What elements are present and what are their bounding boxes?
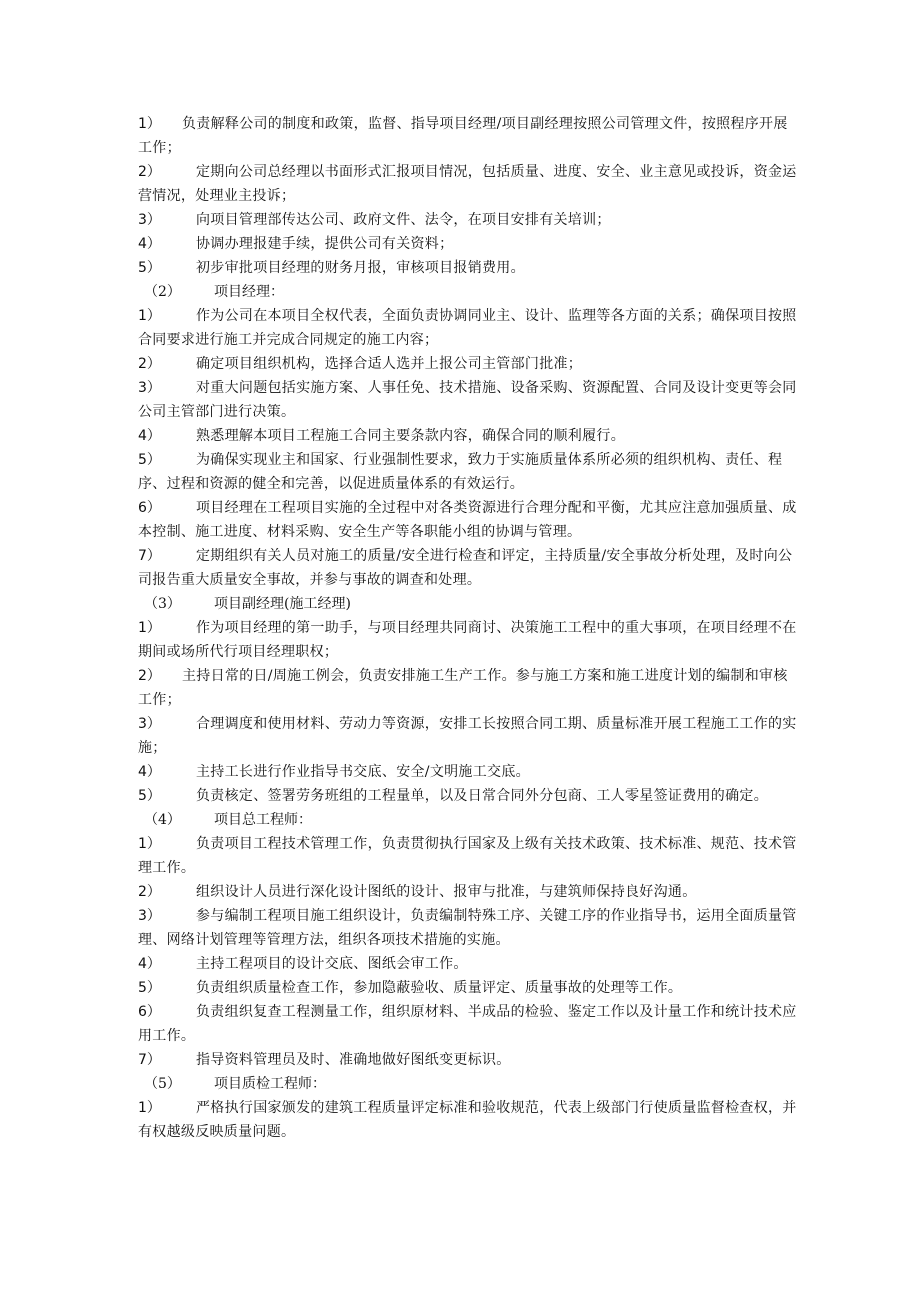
item-text: 主持工长进行作业指导书交底、安全/文明施工交底。 (196, 764, 530, 780)
item-text: 熟悉理解本项目工程施工合同主要条款内容，确保合同的顺利履行。 (196, 428, 625, 444)
item-number: 2） (138, 884, 161, 900)
item-text: 作为公司在本项目全权代表，全面负责协调同业主、设计、监理等各方面的关系；确保项目按照合同要求进行施工并完成合同规定的施工内容； (138, 308, 797, 348)
item-number: 6） (138, 1004, 161, 1020)
list-item (138, 832, 798, 880)
item-number: 1） (138, 308, 161, 324)
item-number: 4） (138, 764, 161, 780)
list-item (138, 376, 798, 424)
section-title: 项目质检工程师： (214, 1076, 326, 1092)
item-number: 2） (138, 164, 161, 180)
item-number: 7） (138, 548, 161, 564)
list-item (138, 1048, 798, 1072)
item-number: 1） (138, 1100, 161, 1116)
list-item (138, 448, 798, 496)
list-item (138, 616, 798, 664)
item-number: 1） (138, 116, 161, 132)
section-number: （5） (144, 1076, 181, 1092)
list-item (138, 304, 798, 352)
section-heading (138, 592, 798, 616)
section-heading (138, 1072, 798, 1096)
item-text: 向项目管理部传达公司、政府文件、法令，在项目安排有关培训； (196, 212, 611, 228)
section-title: 项目总工程师： (214, 812, 312, 828)
item-number: 1） (138, 836, 161, 852)
item-number: 7） (138, 1052, 161, 1068)
section-number: （2） (144, 284, 181, 300)
list-item (138, 1096, 798, 1144)
list-item (138, 1000, 798, 1048)
section-title: 项目经理： (214, 284, 284, 300)
item-number: 5） (138, 788, 161, 804)
item-number: 4） (138, 956, 161, 972)
item-number: 3） (138, 716, 161, 732)
item-number: 5） (138, 260, 161, 276)
item-text: 定期向公司总经理以书面形式汇报项目情况，包括质量、进度、安全、业主意见或投诉，资金运营情况，处理业主投诉； (138, 164, 797, 204)
item-number: 3） (138, 380, 161, 396)
item-number: 3） (138, 212, 161, 228)
item-text: 负责组织复查工程测量工作，组织原材料、半成品的检验、鉴定工作以及计量工作和统计技术应用工作。 (138, 1004, 797, 1044)
list-item (138, 760, 798, 784)
item-number: 5） (138, 980, 161, 996)
list-item (138, 976, 798, 1000)
section-heading (138, 808, 798, 832)
section-heading (138, 280, 798, 304)
item-text: 负责项目工程技术管理工作，负责贯彻执行国家及上级有关技术政策、技术标准、规范、技术管理工作。 (138, 836, 797, 876)
section-number: （4） (144, 812, 181, 828)
item-text: 负责组织质量检查工作，参加隐蔽验收、质量评定、质量事故的处理等工作。 (196, 980, 683, 996)
intro-item (138, 256, 798, 280)
intro-item (138, 160, 798, 208)
item-text: 负责解释公司的制度和政策，监督、指导项目经理/项目副经理按照公司管理文件，按照程序开展工作； (138, 116, 788, 156)
section-number: （3） (144, 596, 181, 612)
item-number: 3） (138, 908, 161, 924)
item-text: 指导资料管理员及时、准确地做好图纸变更标识。 (196, 1052, 511, 1068)
section-title: 项目副经理(施工经理) (214, 596, 351, 612)
list-item (138, 784, 798, 808)
item-text: 确定项目组织机构，选择合适人选并上报公司主管部门批准； (196, 356, 583, 372)
item-number: 4） (138, 236, 161, 252)
intro-item (138, 112, 798, 160)
item-text: 组织设计人员进行深化设计图纸的设计、报审与批准，与建筑师保持良好沟通。 (196, 884, 697, 900)
item-text: 主持工程项目的设计交底、图纸会审工作。 (196, 956, 468, 972)
list-item (138, 712, 798, 760)
list-item (138, 952, 798, 976)
item-text: 项目经理在工程项目实施的全过程中对各类资源进行合理分配和平衡，尤其应注意加强质量、成本控制、施工进度、材料采购、安全生产等各职能小组的协调与管理。 (138, 500, 797, 540)
item-text: 参与编制工程项目施工组织设计，负责编制特殊工序、关键工序的作业指导书，运用全面质量管理、网络计划管理等管理方法，组织各项技术措施的实施。 (138, 908, 797, 948)
item-number: 2） (138, 668, 161, 684)
list-item (138, 904, 798, 952)
item-text: 初步审批项目经理的财务月报，审核项目报销费用。 (196, 260, 525, 276)
item-text: 为确保实现业主和国家、行业强制性要求，致力于实施质量体系所必须的组织机构、责任、程序、过程和资源的健全和完善，以促进质量体系的有效运行。 (138, 452, 783, 492)
item-text: 合理调度和使用材料、劳动力等资源，安排工长按照合同工期、质量标准开展工程施工工作的实施； (138, 716, 797, 756)
item-text: 协调办理报建手续，提供公司有关资料； (196, 236, 454, 252)
item-text: 主持日常的日/周施工例会，负责安排施工生产工作。参与施工方案和施工进度计划的编制和审核工作； (138, 668, 788, 708)
item-number: 2） (138, 356, 161, 372)
item-number: 6） (138, 500, 161, 516)
item-text: 严格执行国家颁发的建筑工程质量评定标准和验收规范，代表上级部门行使质量监督检查权，并有权越级反映质量问题。 (138, 1100, 797, 1140)
item-text: 作为项目经理的第一助手，与项目经理共同商讨、决策施工工程中的重大事项，在项目经理不在期间或场所代行项目经理职权； (138, 620, 797, 660)
list-item (138, 880, 798, 904)
list-item (138, 496, 798, 544)
list-item (138, 424, 798, 448)
item-number: 4） (138, 428, 161, 444)
item-text: 定期组织有关人员对施工的质量/安全进行检查和评定，主持质量/安全事故分析处理，及时向公司报告重大质量安全事故，并参与事故的调查和处理。 (138, 548, 793, 588)
item-text: 对重大问题包括实施方案、人事任免、技术措施、设备采购、资源配置、合同及设计变更等会同公司主管部门进行决策。 (138, 380, 797, 420)
list-item (138, 544, 798, 592)
item-number: 5） (138, 452, 161, 468)
item-text: 负责核定、签署劳务班组的工程量单，以及日常合同外分包商、工人零星签证费用的确定。 (196, 788, 768, 804)
intro-item (138, 232, 798, 256)
list-item (138, 664, 798, 712)
intro-item (138, 208, 798, 232)
list-item (138, 352, 798, 376)
item-number: 1） (138, 620, 161, 636)
document-page (138, 112, 798, 1144)
